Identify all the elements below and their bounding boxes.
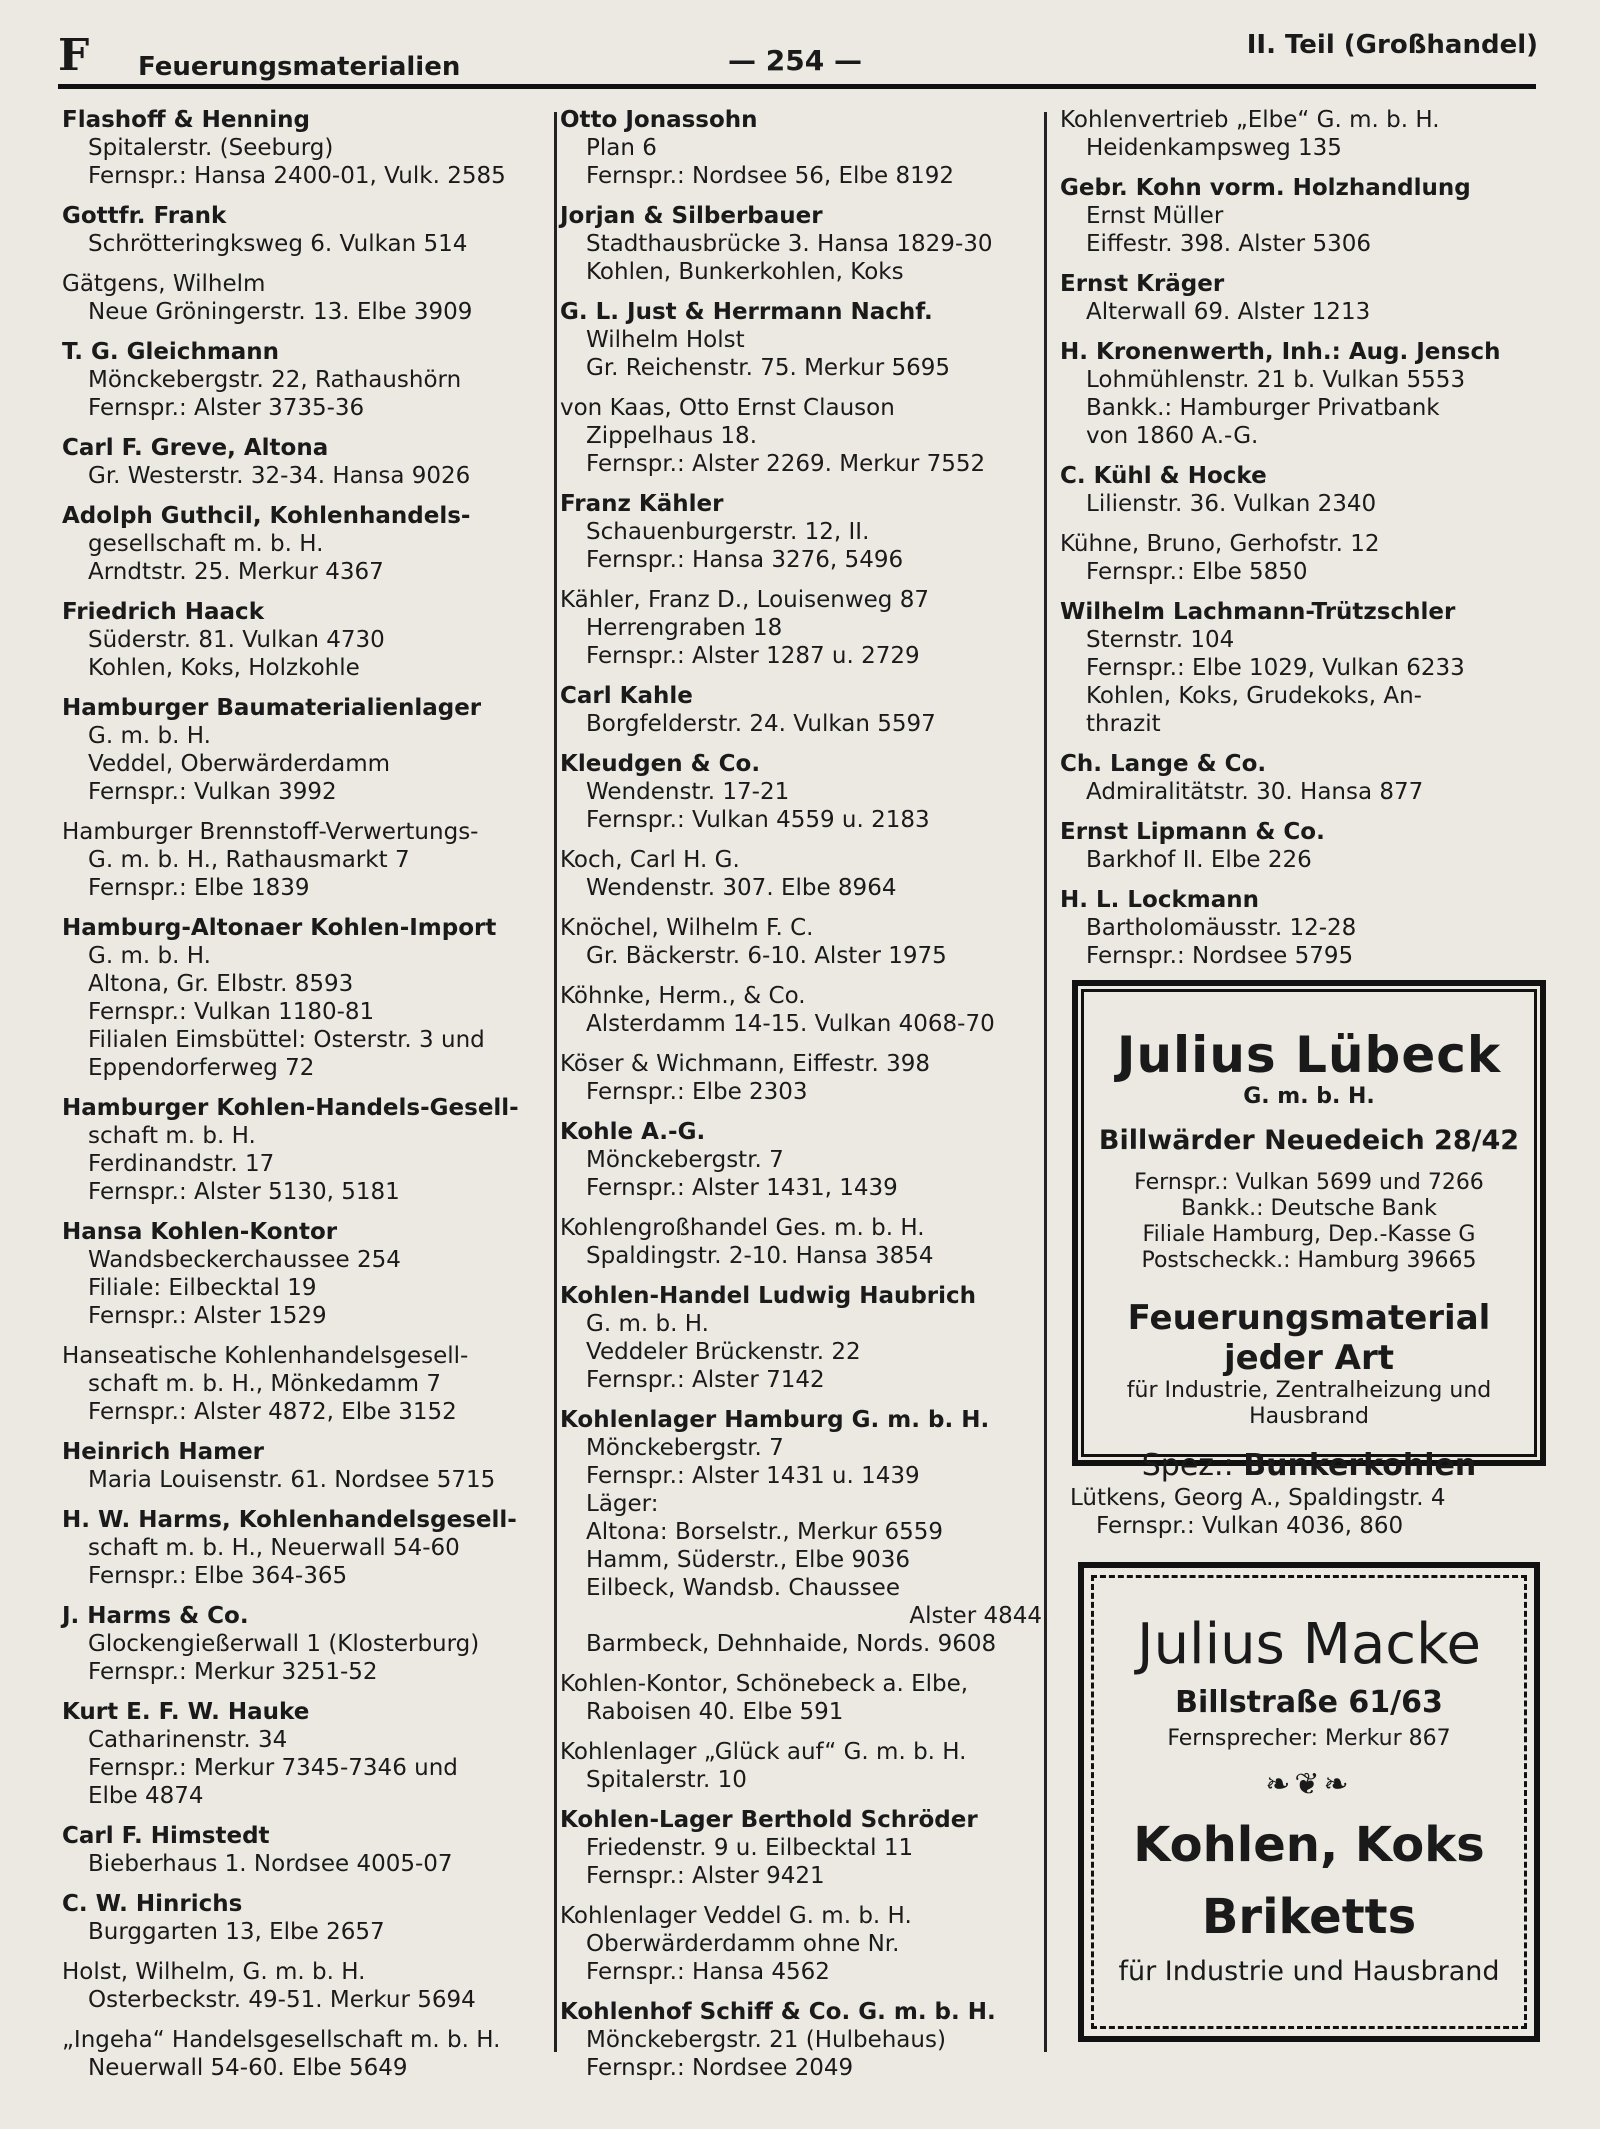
advertisement-julius-luebeck	[1072, 980, 1546, 1483]
entry-line: Fernspr.: Hansa 4562	[586, 1959, 830, 1985]
entry-line: Arndtstr. 25. Merkur 4367	[88, 559, 384, 585]
entry-line: Raboisen 40. Elbe 591	[586, 1699, 844, 1725]
entry-line: Fernspr.: Vulkan 3992	[88, 779, 337, 805]
directory-entry	[62, 1342, 552, 1426]
entry-line: Fernspr.: Vulkan 1180-81	[88, 999, 375, 1025]
ad-info-line: Filiale Hamburg, Dep.-Kasse G	[1142, 1222, 1476, 1247]
entry-line: Fernspr.: Alster 1431, 1439	[586, 1175, 898, 1201]
entry-name: Friedrich Haack	[62, 599, 264, 625]
entry-line: Kohlen, Bunkerkohlen, Koks	[586, 259, 904, 285]
directory-entry	[560, 914, 1050, 970]
ad-sub-line: für Industrie, Zentralheizung und	[1126, 1378, 1492, 1403]
entry-line: Spaldingstr. 2-10. Hansa 3854	[586, 1243, 934, 1269]
directory-entry	[1060, 598, 1550, 738]
entry-name: Wilhelm Lachmann-Trützschler	[1060, 599, 1456, 625]
entry-name: Gebr. Kohn vorm. Holzhandlung	[1060, 175, 1471, 201]
entry-line: Fernspr.: Vulkan 4559 u. 2183	[586, 807, 930, 833]
entry-line: Barkhof II. Elbe 226	[1086, 847, 1312, 873]
entry-line: Fernspr.: Nordsee 2049	[586, 2055, 854, 2081]
entry-name: Kohlengroßhandel Ges. m. b. H.	[560, 1215, 925, 1241]
entry-name: Kohlen-Kontor, Schönebeck a. Elbe,	[560, 1671, 969, 1697]
ad-speciality-label: Spez.:	[1141, 1448, 1234, 1483]
entry-line: Hamm, Süderstr., Elbe 9036	[586, 1547, 910, 1573]
entry-line: Barmbeck, Dehnhaide, Nords. 9608	[586, 1631, 997, 1657]
ad-sub-line: Hausbrand	[1249, 1404, 1369, 1429]
directory-entry	[560, 982, 1050, 1038]
entry-line: Neue Gröningerstr. 13. Elbe 3909	[88, 299, 473, 325]
entry-name: J. Harms & Co.	[62, 1603, 249, 1629]
entry-line: Friedenstr. 9 u. Eilbecktal 11	[586, 1835, 914, 1861]
entry-line: Spitalerstr. 10	[586, 1767, 747, 1793]
ad-product-line: Kohlen, Koks	[1133, 1817, 1485, 1873]
entry-line: Fernspr.: Alster 1287 u. 2729	[586, 643, 920, 669]
entry-name: H. W. Harms, Kohlenhandelsgesell-	[62, 1507, 517, 1533]
entry-line: gesellschaft m. b. H.	[88, 531, 324, 557]
directory-entry	[560, 1118, 1050, 1202]
entry-line: G. m. b. H.	[586, 1311, 709, 1337]
directory-entry	[62, 338, 552, 422]
directory-entry	[1060, 338, 1550, 450]
entry-line: Fernspr.: Vulkan 4036, 860	[1096, 1513, 1404, 1539]
entry-name: Kohlenlager Hamburg G. m. b. H.	[560, 1407, 990, 1433]
entry-name: G. L. Just & Herrmann Nachf.	[560, 299, 933, 325]
entry-line: Mönckebergstr. 22, Rathaushörn	[88, 367, 462, 393]
entry-line: Filialen Eimsbüttel: Osterstr. 3 und	[88, 1027, 485, 1053]
ad-slogan: Feuerungsmaterial jeder Art	[1127, 1298, 1491, 1378]
entry-line: Veddel, Oberwärderdamm	[88, 751, 391, 777]
entry-line: Fernspr.: Elbe 5850	[1086, 559, 1308, 585]
directory-entry	[1060, 462, 1550, 518]
directory-entry	[1060, 270, 1550, 326]
entry-name: Kohlen-Lager Berthold Schröder	[560, 1807, 978, 1833]
directory-entry	[62, 818, 552, 902]
directory-entry	[1060, 818, 1550, 874]
entry-line: Fernspr.: Alster 5130, 5181	[88, 1179, 400, 1205]
entry-name: Kohle A.-G.	[560, 1119, 706, 1145]
entry-line: Lohmühlenstr. 21 b. Vulkan 5553	[1086, 367, 1466, 393]
entry-line: Alsterdamm 14-15. Vulkan 4068-70	[586, 1011, 995, 1037]
directory-entry	[62, 202, 552, 258]
directory-entry	[62, 598, 552, 682]
ad-info-line: Postscheckk.: Hamburg 39665	[1141, 1248, 1477, 1273]
entry-line: Eiffestr. 398. Alster 5306	[1086, 231, 1371, 257]
entry-line: Schrötteringksweg 6. Vulkan 514	[88, 231, 468, 257]
directory-entry	[560, 490, 1050, 574]
entry-line: Bankk.: Hamburger Privatbank	[1086, 395, 1440, 421]
directory-entry	[560, 1738, 1050, 1794]
entry-line: Ernst Müller	[1086, 203, 1224, 229]
entry-line: G. m. b. H.	[88, 943, 211, 969]
entry-line: Kohlen, Koks, Holzkohle	[88, 655, 360, 681]
entry-line: Mönckebergstr. 7	[586, 1147, 784, 1173]
entry-name: Kühne, Bruno, Gerhofstr. 12	[1060, 531, 1380, 557]
entry-name: Hansa Kohlen-Kontor	[62, 1219, 338, 1245]
directory-entry	[62, 106, 552, 190]
directory-entry	[1060, 886, 1550, 970]
entry-line: Eppendorferweg 72	[88, 1055, 315, 1081]
entry-name: Hamburger Brennstoff-Verwertungs-	[62, 819, 479, 845]
entry-name: Kähler, Franz D., Louisenweg 87	[560, 587, 929, 613]
entry-line: Glockengießerwall 1 (Klosterburg)	[88, 1631, 480, 1657]
entry-line: Wilhelm Holst	[586, 327, 745, 353]
entry-line: Sternstr. 104	[1086, 627, 1235, 653]
page-header	[58, 30, 1538, 90]
entry-name: C. Kühl & Hocke	[1060, 463, 1267, 489]
entry-name: Lütkens, Georg A., Spaldingstr. 4	[1070, 1485, 1446, 1511]
entry-line: Fernspr.: Elbe 1029, Vulkan 6233	[1086, 655, 1465, 681]
entry-line: Kohlen, Koks, Grudekoks, An-	[1086, 683, 1422, 709]
entry-name: Ch. Lange & Co.	[1060, 751, 1267, 777]
section-topic: Feuerungsmaterialien	[138, 52, 461, 82]
entry-name: Koch, Carl H. G.	[560, 847, 740, 873]
entry-line: Neuerwall 54-60. Elbe 5649	[88, 2055, 408, 2081]
directory-entry	[560, 1214, 1050, 1270]
entry-name: von Kaas, Otto Ernst Clauson	[560, 395, 895, 421]
column-1	[62, 106, 552, 2094]
entry-line: Veddeler Brückenstr. 22	[586, 1339, 861, 1365]
directory-entry	[62, 914, 552, 1082]
directory-entry	[560, 1050, 1050, 1106]
directory-entry	[560, 1406, 1050, 1658]
entry-line: Alterwall 69. Alster 1213	[1086, 299, 1371, 325]
entry-line: Fernspr.: Alster 1431 u. 1439	[586, 1463, 920, 1489]
entry-line: Ferdinandstr. 17	[88, 1151, 275, 1177]
directory-entry	[1060, 106, 1550, 162]
ad-footer: für Industrie und Hausbrand	[1118, 1956, 1500, 1987]
directory-entry	[560, 682, 1050, 738]
entry-line: Herrengraben 18	[586, 615, 783, 641]
entry-name: Carl F. Himstedt	[62, 1823, 270, 1849]
header-rule	[58, 84, 1536, 89]
entry-name: Carl Kahle	[560, 683, 693, 709]
entry-name: Otto Jonassohn	[560, 107, 758, 133]
entry-line: schaft m. b. H.	[88, 1123, 256, 1149]
entry-name: H. Kronenwerth, Inh.: Aug. Jensch	[1060, 339, 1501, 365]
entry-line: Plan 6	[586, 135, 657, 161]
part-title: II. Teil (Großhandel)	[1246, 30, 1538, 60]
entry-line: Fernspr.: Nordsee 56, Elbe 8192	[586, 163, 954, 189]
entry-name: Kohlen-Handel Ludwig Haubrich	[560, 1283, 977, 1309]
directory-entry	[560, 1998, 1050, 2082]
entry-name: Gottfr. Frank	[62, 203, 227, 229]
ad-info-line: Bankk.: Deutsche Bank	[1181, 1196, 1437, 1221]
directory-entry	[560, 586, 1050, 670]
directory-entry	[560, 1282, 1050, 1394]
entry-line: Schauenburgerstr. 12, II.	[586, 519, 870, 545]
entry-line: Fernspr.: Hansa 2400-01, Vulk. 2585	[88, 163, 506, 189]
entry-line: Fernspr.: Nordsee 5795	[1086, 943, 1354, 969]
entry-line: Spitalerstr. (Seeburg)	[88, 135, 334, 161]
entry-name: Hanseatische Kohlenhandelsgesell-	[62, 1343, 469, 1369]
entry-line: G. m. b. H., Rathausmarkt 7	[88, 847, 410, 873]
entry-line: Gr. Westerstr. 32-34. Hansa 9026	[88, 463, 471, 489]
advertisement-julius-macke	[1078, 1562, 1540, 2042]
directory-entry	[62, 1438, 552, 1494]
entry-line: schaft m. b. H., Neuerwall 54-60	[88, 1535, 460, 1561]
entry-name: Kleudgen & Co.	[560, 751, 761, 777]
ad-phone: Fernsprecher: Merkur 867	[1167, 1726, 1451, 1751]
entry-line: schaft m. b. H., Mönkedamm 7	[88, 1371, 441, 1397]
entry-line: Eilbeck, Wandsb. Chaussee	[586, 1575, 900, 1601]
entry-line: Fernspr.: Elbe 2303	[586, 1079, 808, 1105]
entry-name: Gätgens, Wilhelm	[62, 271, 266, 297]
column-divider	[554, 112, 557, 2052]
ad-company-name: Julius Macke	[1137, 1612, 1481, 1677]
entry-line: G. m. b. H.	[88, 723, 211, 749]
entry-name: Franz Kähler	[560, 491, 724, 517]
column-divider	[1044, 112, 1047, 2052]
directory-entry	[62, 1698, 552, 1810]
entry-line: Gr. Bäckerstr. 6-10. Alster 1975	[586, 943, 947, 969]
entry-name: Hamburg-Altonaer Kohlen-Import	[62, 915, 497, 941]
ad-speciality-value: Bunkerkohlen	[1243, 1448, 1477, 1483]
entry-line: Fernspr.: Merkur 3251-52	[88, 1659, 378, 1685]
entry-line: Elbe 4874	[88, 1783, 204, 1809]
entry-line: Altona: Borselstr., Merkur 6559	[586, 1519, 943, 1545]
entry-line: Fernspr.: Alster 2269. Merkur 7552	[586, 451, 986, 477]
directory-entry	[560, 1670, 1050, 1726]
directory-entry	[1070, 1484, 1540, 1540]
entry-line: Catharinenstr. 34	[88, 1727, 288, 1753]
entry-name: Knöchel, Wilhelm F. C.	[560, 915, 814, 941]
directory-entry	[560, 202, 1050, 286]
entry-line: Bieberhaus 1. Nordsee 4005-07	[88, 1851, 453, 1877]
entry-line: Fernspr.: Alster 9421	[586, 1863, 825, 1889]
entry-line: Admiralitätstr. 30. Hansa 877	[1086, 779, 1424, 805]
directory-entry	[560, 106, 1050, 190]
directory-entry	[560, 394, 1050, 478]
directory-entry	[560, 298, 1050, 382]
directory-entry	[1060, 174, 1550, 258]
directory-entry	[62, 502, 552, 586]
directory-entry	[62, 1218, 552, 1330]
entry-name: Kohlenvertrieb „Elbe“ G. m. b. H.	[1060, 107, 1440, 133]
entry-name: Heinrich Hamer	[62, 1439, 265, 1465]
entry-line: Borgfelderstr. 24. Vulkan 5597	[586, 711, 936, 737]
ad-address: Billwärder Neuedeich 28/42	[1098, 1125, 1520, 1156]
entry-line: Fernspr.: Hansa 3276, 5496	[586, 547, 904, 573]
entry-line: Burggarten 13, Elbe 2657	[88, 1919, 385, 1945]
entry-name: Hamburger Baumaterialienlager	[62, 695, 482, 721]
entry-line: Fernspr.: Alster 1529	[88, 1303, 327, 1329]
column-2	[560, 106, 1050, 2094]
entry-line: Gr. Reichenstr. 75. Merkur 5695	[586, 355, 951, 381]
entry-line: Oberwärderdamm ohne Nr.	[586, 1931, 900, 1957]
directory-entry	[62, 694, 552, 806]
directory-entry	[62, 1506, 552, 1590]
entry-name: Kohlenlager „Glück auf“ G. m. b. H.	[560, 1739, 967, 1765]
ornament-icon: ❧❦❧	[1265, 1767, 1353, 1802]
entry-name: C. W. Hinrichs	[62, 1891, 243, 1917]
entry-line: Läger:	[586, 1491, 659, 1517]
entry-name: „Ingeha“ Handelsgesellschaft m. b. H.	[62, 2027, 501, 2053]
entry-line: Wendenstr. 307. Elbe 8964	[586, 875, 897, 901]
entry-line: Fernspr.: Alster 7142	[586, 1367, 825, 1393]
entry-line: Stadthausbrücke 3. Hansa 1829-30	[586, 231, 993, 257]
entry-line: Altona, Gr. Elbstr. 8593	[88, 971, 354, 997]
ad-info-line: Fernspr.: Vulkan 5699 und 7266	[1134, 1170, 1484, 1195]
ad-speciality	[1078, 1448, 1540, 1483]
entry-name: Carl F. Greve, Altona	[62, 435, 329, 461]
column-3	[1060, 106, 1550, 982]
entry-name: T. G. Gleichmann	[62, 339, 280, 365]
entry-line: Filiale: Eilbecktal 19	[88, 1275, 317, 1301]
entry-name: Kohlenlager Veddel G. m. b. H.	[560, 1903, 912, 1929]
directory-entry	[62, 1958, 552, 2014]
directory-entry	[62, 270, 552, 326]
entry-name: Köhnke, Herm., & Co.	[560, 983, 806, 1009]
directory-entry	[62, 434, 552, 490]
entry-name: Kurt E. F. W. Hauke	[62, 1699, 310, 1725]
directory-entry	[560, 1902, 1050, 1986]
entry-line: Zippelhaus 18.	[586, 423, 758, 449]
entry-name: Hamburger Kohlen-Handels-Gesell-	[62, 1095, 519, 1121]
ad-company-name: Julius Lübeck	[1116, 1026, 1502, 1084]
entry-line: Alster 4844	[909, 1603, 1042, 1629]
entry-line: Wandsbeckerchaussee 254	[88, 1247, 401, 1273]
entry-line: Maria Louisenstr. 61. Nordsee 5715	[88, 1467, 496, 1493]
directory-entry	[62, 1890, 552, 1946]
directory-entry	[62, 1822, 552, 1878]
ad-address: Billstraße 61/63	[1175, 1685, 1443, 1720]
entry-line: Mönckebergstr. 7	[586, 1435, 784, 1461]
section-letter: F	[58, 30, 90, 81]
directory-entry	[560, 846, 1050, 902]
entry-name: Köser & Wichmann, Eiffestr. 398	[560, 1051, 931, 1077]
directory-entry	[560, 1806, 1050, 1890]
entry-line: Bartholomäusstr. 12-28	[1086, 915, 1357, 941]
entry-name: Jorjan & Silberbauer	[560, 203, 823, 229]
entry-line: von 1860 A.-G.	[1086, 423, 1259, 449]
entry-name: H. L. Lockmann	[1060, 887, 1260, 913]
entry-name: Ernst Kräger	[1060, 271, 1225, 297]
entry-name: Kohlenhof Schiff & Co. G. m. b. H.	[560, 1999, 996, 2025]
directory-entry	[62, 1094, 552, 1206]
entry-name: Holst, Wilhelm, G. m. b. H.	[62, 1959, 366, 1985]
directory-entry	[1060, 750, 1550, 806]
entry-name: Ernst Lipmann & Co.	[1060, 819, 1325, 845]
entry-name: Adolph Guthcil, Kohlenhandels-	[62, 503, 471, 529]
entry-name: Flashoff & Henning	[62, 107, 311, 133]
entry-line: Süderstr. 81. Vulkan 4730	[88, 627, 385, 653]
ad-company-form: G. m. b. H.	[1243, 1084, 1375, 1109]
directory-entry	[1060, 530, 1550, 586]
entry-line: thrazit	[1086, 711, 1161, 737]
entry-line: Lilienstr. 36. Vulkan 2340	[1086, 491, 1377, 517]
entry-line: Fernspr.: Elbe 1839	[88, 875, 310, 901]
directory-entry	[62, 2026, 552, 2082]
entry-line: Osterbeckstr. 49-51. Merkur 5694	[88, 1987, 476, 2013]
directory-entry	[560, 750, 1050, 834]
entry-line: Fernspr.: Merkur 7345-7346 und	[88, 1755, 458, 1781]
entry-line: Fernspr.: Alster 3735-36	[88, 395, 365, 421]
entry-line: Heidenkampsweg 135	[1086, 135, 1342, 161]
ad-product-line: Briketts	[1201, 1889, 1417, 1945]
entry-line: Fernspr.: Alster 4872, Elbe 3152	[88, 1399, 457, 1425]
directory-entry	[62, 1602, 552, 1686]
entry-line: Fernspr.: Elbe 364-365	[88, 1563, 348, 1589]
entry-line: Wendenstr. 17-21	[586, 779, 790, 805]
entry-line: Mönckebergstr. 21 (Hulbehaus)	[586, 2027, 946, 2053]
page-number: — 254 —	[728, 44, 862, 77]
